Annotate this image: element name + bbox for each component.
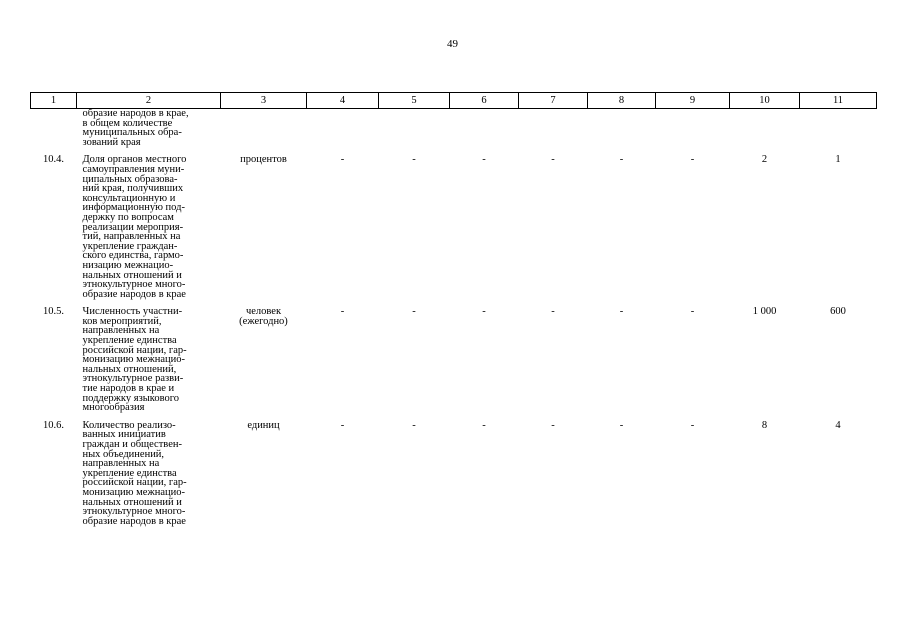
indicator-name-line: нальных отношений, <box>82 363 177 375</box>
value-cell: - <box>690 306 695 318</box>
indicator-name-line: направленных на <box>82 458 160 470</box>
indicator-name <box>77 109 221 156</box>
table-row <box>31 109 877 156</box>
row-number: 10.5. <box>43 306 64 318</box>
indicator-name-line: ний края, получивших <box>82 183 184 195</box>
page-number: 49 <box>447 38 458 50</box>
column-header: 11 <box>800 93 877 109</box>
value-cell <box>519 109 588 156</box>
indicator-name-line: укрепление единства <box>82 335 177 347</box>
indicator-name-line: укрепление единства <box>82 467 177 479</box>
value-cell: 8 <box>761 419 768 431</box>
value-cell <box>656 109 730 156</box>
value-cell: - <box>551 154 555 166</box>
value-cell: - <box>482 154 486 166</box>
value-cell: - <box>619 419 624 431</box>
value-cell: 600 <box>830 306 846 318</box>
value-cell <box>588 109 656 156</box>
indicator-name-line: ных объединений, <box>82 448 165 460</box>
indicator-name-line: образие народов в крае, <box>82 108 189 119</box>
indicator-name-line: тий, направленных на <box>82 231 181 243</box>
column-header: 2 <box>77 93 221 109</box>
indicator-name-line: Доля органов местного <box>82 154 187 166</box>
indicator-name-line: низацию межнацио- <box>82 259 174 271</box>
indicator-name <box>77 155 221 307</box>
value-cell <box>307 109 379 156</box>
indicator-name-line: направленных на <box>82 325 160 337</box>
column-header: 4 <box>307 93 379 109</box>
table-row <box>31 421 877 535</box>
unit-line: единиц <box>247 419 280 431</box>
value-cell <box>379 109 450 156</box>
indicator-name <box>77 421 221 535</box>
indicator-name-line: монизацию межнацио- <box>82 354 185 366</box>
indicator-name-line: российской нации, гар- <box>82 344 187 356</box>
indicator-name-line: образие народов в крае <box>82 288 186 300</box>
indicator-name-line: российской нации, гар- <box>82 477 187 489</box>
indicator-name-line: информационную под- <box>82 202 185 214</box>
indicator-name-line: муниципальных обра- <box>82 127 182 139</box>
indicator-name-line: граждан и обществен- <box>82 439 182 450</box>
header-row <box>31 93 877 109</box>
indicator-name-line: ванных инициатив <box>82 429 166 441</box>
indicator-name-line: самоуправления муни- <box>82 163 185 175</box>
value-cell: - <box>412 419 416 431</box>
indicator-name-line: Численность участни- <box>82 306 183 318</box>
value-cell: 1 000 <box>752 306 777 318</box>
indicator-name-line: нальных отношений и <box>82 269 182 281</box>
value-cell: - <box>412 154 416 166</box>
column-header: 5 <box>379 93 450 109</box>
value-cell: - <box>482 419 486 431</box>
column-header: 6 <box>450 93 519 109</box>
row-number: 10.4. <box>43 154 64 166</box>
indicator-name-line: Количество реализо- <box>82 419 176 431</box>
value-cell: - <box>482 306 486 318</box>
column-header: 8 <box>588 93 656 109</box>
indicator-name-line: в общем количестве <box>82 117 173 129</box>
indicator-name-line: реализации мероприя- <box>82 221 184 233</box>
row-number: 10.6. <box>43 419 64 431</box>
indicator-name-line: зований края <box>82 136 141 148</box>
indicator-name-line: образие народов в крае <box>82 515 186 527</box>
indicator-name-line: монизацию межнацио- <box>82 486 185 498</box>
value-cell: - <box>690 419 695 431</box>
value-cell <box>730 109 800 156</box>
indicators-table <box>30 92 877 534</box>
value-cell: 2 <box>761 154 768 166</box>
value-cell <box>800 109 877 156</box>
indicator-name-line: ков мероприятий, <box>82 315 162 327</box>
indicator-name-line: этнокультурное много- <box>82 506 186 518</box>
unit-cell <box>221 109 307 156</box>
indicator-name-line: консультационную и <box>82 192 176 204</box>
indicator-name-line: этнокультурное много- <box>82 279 186 291</box>
indicator-name <box>77 307 221 421</box>
column-header: 7 <box>519 93 588 109</box>
indicator-name-line: поддержку языкового <box>82 392 180 404</box>
value-cell: - <box>619 154 624 166</box>
unit-line: процентов <box>240 154 287 166</box>
indicator-name-line: этнокультурное разви- <box>82 373 184 385</box>
table-row <box>31 155 877 307</box>
unit-cell <box>221 155 307 307</box>
indicator-name-line: тие народов в крае и <box>82 383 175 395</box>
value-cell: - <box>340 306 345 318</box>
value-cell: - <box>412 306 416 318</box>
unit-line: человек <box>245 306 282 318</box>
unit-cell <box>221 307 307 421</box>
indicator-name-line: укрепление граждан- <box>82 240 178 252</box>
indicator-name-line: ципальных образова- <box>82 173 178 185</box>
value-cell: - <box>619 306 624 318</box>
value-cell <box>450 109 519 156</box>
indicator-name-line: нальных отношений и <box>82 496 182 508</box>
row-number <box>31 109 77 156</box>
value-cell: 1 <box>835 154 841 166</box>
table-row <box>31 307 877 421</box>
column-header: 3 <box>221 93 307 109</box>
value-cell: - <box>340 154 345 166</box>
value-cell: - <box>690 154 695 166</box>
indicator-name-line: ского единства, гармо- <box>82 250 184 262</box>
column-header: 9 <box>656 93 730 109</box>
value-cell: - <box>551 419 555 431</box>
unit-line: (ежегодно) <box>239 315 288 327</box>
value-cell: - <box>340 419 345 431</box>
column-header: 1 <box>31 93 77 109</box>
unit-cell <box>221 421 307 535</box>
indicator-name-line: многообразия <box>82 402 145 414</box>
column-header: 10 <box>730 93 800 109</box>
value-cell: 4 <box>835 419 841 431</box>
value-cell: - <box>551 306 555 318</box>
indicator-name-line: держку по вопросам <box>82 211 174 223</box>
